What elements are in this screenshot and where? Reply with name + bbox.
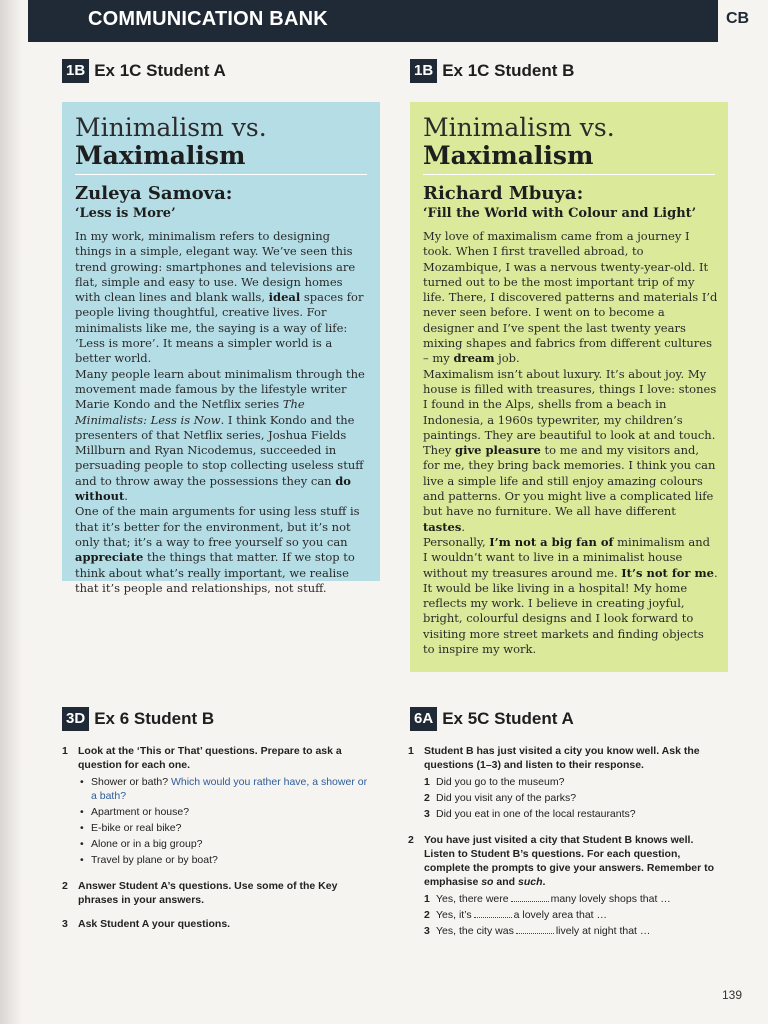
list-item: • Alone or in a big group? bbox=[78, 837, 372, 851]
section-badge: 1B bbox=[62, 59, 89, 83]
paragraph: Many people learn about minimalism through the movement made famous by the lifestyle writer Marie Kondo and the Netflix series The Minimalists: Less is Now. I think Kondo and the presenters of that Netflix series, Joshua Fields Millburn and Ryan Nicodemus, succeeded in persuading people to stop collecting useless stuff and to throw away the possessions they can do without. bbox=[75, 366, 365, 504]
instruction: 3 Ask Student A your questions. bbox=[62, 918, 231, 930]
section-label: Ex 5C Student A bbox=[442, 709, 574, 728]
section-header-b bbox=[410, 58, 574, 84]
list-item: • Apartment or house? bbox=[78, 805, 372, 819]
exercise-3d bbox=[62, 744, 372, 941]
list-item: 2 Yes, it’s a lovely area that … bbox=[424, 909, 607, 921]
list-item: 2 Did you visit any of the parks? bbox=[424, 792, 577, 804]
article-author: Zuleya Samova: bbox=[75, 183, 233, 204]
section-label: Ex 1C Student B bbox=[442, 61, 575, 80]
instruction: 1 Student B has just visited a city you know well. Ask the questions (1–3) and listen to their response. 1 Did you go to the museum? 2 Did you visit any of the parks? 3 Did you eat in one of the local restaurants? bbox=[408, 744, 724, 823]
article-title-line1: Minimalism vs. bbox=[75, 113, 267, 142]
article-student-a bbox=[62, 102, 380, 595]
article-title-line1: Minimalism vs. bbox=[423, 113, 615, 142]
article-subtitle: ‘Less is More’ bbox=[75, 206, 176, 221]
question-list bbox=[78, 775, 372, 867]
paragraph: Personally, I’m not a big fan of minimalism and I wouldn’t want to live in a minimalist house without my treasures around me. It’s not for me. It would be like living in a hospital! My home reflects my work. I believe in creating joyful, bright, colourful designs and I look forward to visiting more street markets and finding objects to inspire my work. bbox=[423, 534, 718, 657]
article-body bbox=[75, 229, 370, 596]
list-item: 1 Did you go to the museum? bbox=[424, 776, 565, 788]
section-label: Ex 6 Student B bbox=[94, 709, 215, 728]
answer-blank[interactable] bbox=[474, 908, 512, 918]
book-spine bbox=[0, 0, 22, 1024]
section-label: Ex 1C Student A bbox=[94, 61, 226, 80]
answer-blank[interactable] bbox=[516, 924, 554, 934]
instruction: 2 You have just visited a city that Student B knows well. Listen to Student B’s questions. For each question, complete the prompts to give your answers. Remember to emphasise so and such. 1 Yes, there were many lovely shops that … 2 Yes, it’s a lovely area that … 3 Yes, the city was lively at night that … bbox=[408, 833, 724, 940]
section-badge: 3D bbox=[62, 707, 89, 731]
section-header-a bbox=[62, 58, 226, 84]
article-title-line2: Maximalism bbox=[75, 141, 246, 170]
article-subtitle: ‘Fill the World with Colour and Light’ bbox=[423, 206, 697, 221]
paragraph: My love of maximalism came from a journey I took. When I first travelled abroad, to Mozambique, I was a nervous twenty-year-old. It turned out to be the most important trip of my life. There, I discovered patterns and materials I’d never seen before. I went on to become a designer and I’ve spent the last twenty years mixing shapes and fabrics from different cultures – my dream job. bbox=[423, 229, 718, 366]
instruction: 2 Answer Student A’s questions. Use some of the Key phrases in your answers. bbox=[62, 880, 338, 906]
section-badge: 6A bbox=[410, 707, 437, 731]
article-author: Richard Mbuya: bbox=[423, 183, 584, 204]
page-number: 139 bbox=[722, 988, 743, 1002]
header-tag: CB bbox=[726, 10, 750, 27]
instruction: 1 Look at the ‘This or That’ questions. Prepare to ask a question for each one. • Shower or bath? Which would you rather have, a shower or a bath? • Apartment or house? • E-bike or real bike? • Alone or in a big group? • Travel by plane or by boat? bbox=[62, 744, 372, 869]
section-header-d bbox=[410, 706, 574, 732]
list-item: 3 Did you eat in one of the local restaurants? bbox=[424, 808, 636, 820]
header-title: COMMUNICATION BANK bbox=[88, 8, 328, 30]
header-bar bbox=[28, 0, 718, 42]
section-header-c bbox=[62, 706, 214, 732]
list-item: • Shower or bath? Which would you rather have, a shower or a bath? bbox=[78, 775, 372, 803]
divider bbox=[75, 174, 367, 175]
answer-blank[interactable] bbox=[511, 892, 549, 902]
list-item: • Travel by plane or by boat? bbox=[78, 853, 372, 867]
exercise-6a bbox=[408, 744, 724, 950]
paragraph: One of the main arguments for using less stuff is that it’s better for the environment, but it’s not only that; it’s a way to free yourself so you can appreciate the things that matter. If we stop to think about what’s really important, we realise that it’s people and relationships, not stuff. bbox=[75, 504, 360, 595]
question-list bbox=[424, 775, 724, 821]
article-title-line2: Maximalism bbox=[423, 141, 594, 170]
paragraph: In my work, minimalism refers to designing things in a simple, elegant way. We’ve seen this trend growing: smartphones and televisions are flat, simple and easy to use. We design homes with clean lines and blank walls, ideal spaces for people living thoughtful, creative lives. For minimalists like me, the saying is a way of life: ‘Less is more’. It means a simpler world is a better world. bbox=[75, 229, 364, 366]
list-item: 3 Yes, the city was lively at night that … bbox=[424, 925, 651, 937]
divider bbox=[423, 174, 715, 175]
article-student-b bbox=[410, 102, 728, 672]
section-badge: 1B bbox=[410, 59, 437, 83]
paragraph: Maximalism isn’t about luxury. It’s about joy. My house is filled with treasures, things I love: stones I found in the Alps, shells from a beach in Indonesia, a 1960s typewriter, my children’s paintings. They are beautiful to look at and touch. They give pleasure to me and my visitors and, for me, they bring back memories. I think you can live a simple life and still enjoy amazing colours and patterns. Or you might live a complicated life but have no furniture. We all have different tastes. bbox=[423, 366, 717, 534]
list-item: 1 Yes, there were many lovely shops that … bbox=[424, 893, 671, 905]
prompt-list bbox=[424, 892, 724, 938]
list-item: • E-bike or real bike? bbox=[78, 821, 372, 835]
article-body bbox=[423, 229, 718, 657]
